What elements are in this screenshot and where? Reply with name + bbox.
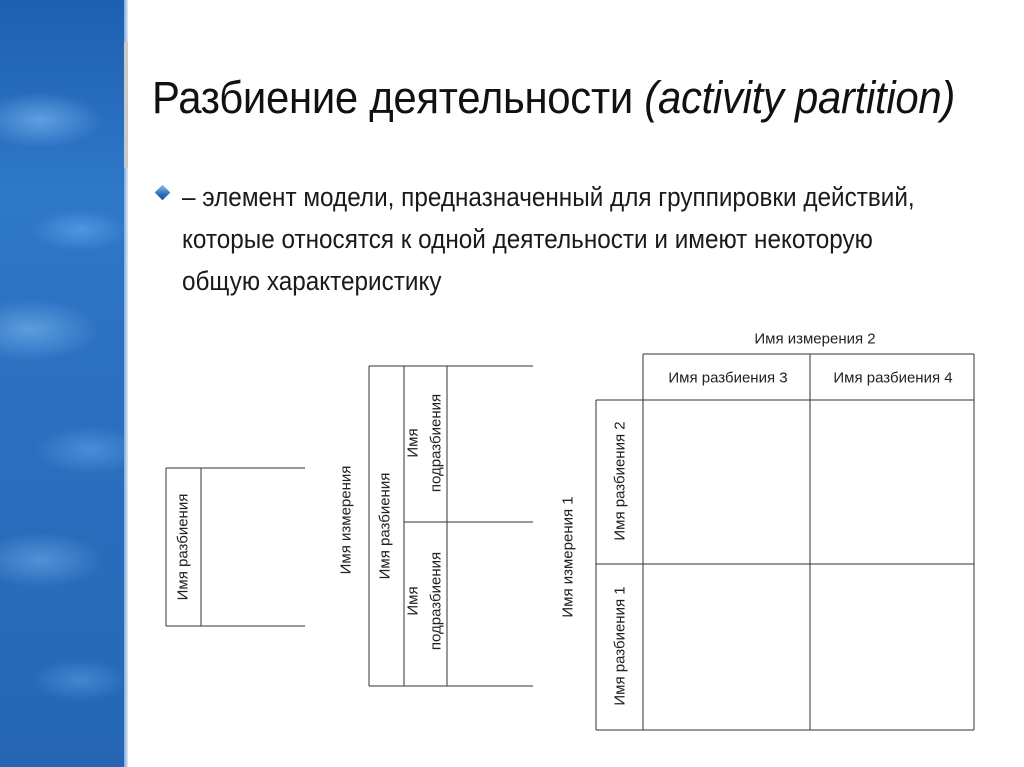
- d3-partition1-label: Имя разбиения 1: [611, 586, 629, 706]
- diagram-simple-partition: [166, 468, 305, 626]
- diagram-dimension-subpartitions: [338, 366, 534, 686]
- d2-dimension-label: Имя измерения: [337, 465, 355, 575]
- bullet-text: – элемент модели, предназначенный для группировки действий, которые относятся к одной деятельности и имеют некоторую общую характеристику: [182, 182, 915, 296]
- d3-dimension2-label: Имя измерения 2: [754, 330, 876, 348]
- d2-partition-label: Имя разбиения: [376, 472, 394, 580]
- d3-partition2-label: Имя разбиения 2: [611, 421, 629, 541]
- title-main: Разбиение деятельности: [152, 72, 645, 123]
- d3-dimension1-label: Имя измерения 1: [559, 496, 577, 618]
- d1-partition-label: Имя разбиения: [174, 493, 192, 601]
- diagram-two-dimensional-grid: [560, 331, 975, 731]
- d2-subpartition-top-line1: Имя: [404, 428, 422, 458]
- d3-partition3-label: Имя разбиения 3: [668, 369, 788, 387]
- d2-subpartition-bottom-line1: Имя: [404, 586, 422, 616]
- d2-subpartition-bottom-line2: подразбиения: [427, 551, 445, 651]
- title-italic: (activity partition): [644, 72, 955, 123]
- d2-subpartition-top-line2: подразбиения: [427, 393, 445, 493]
- d3-partition4-label: Имя разбиения 4: [833, 369, 953, 387]
